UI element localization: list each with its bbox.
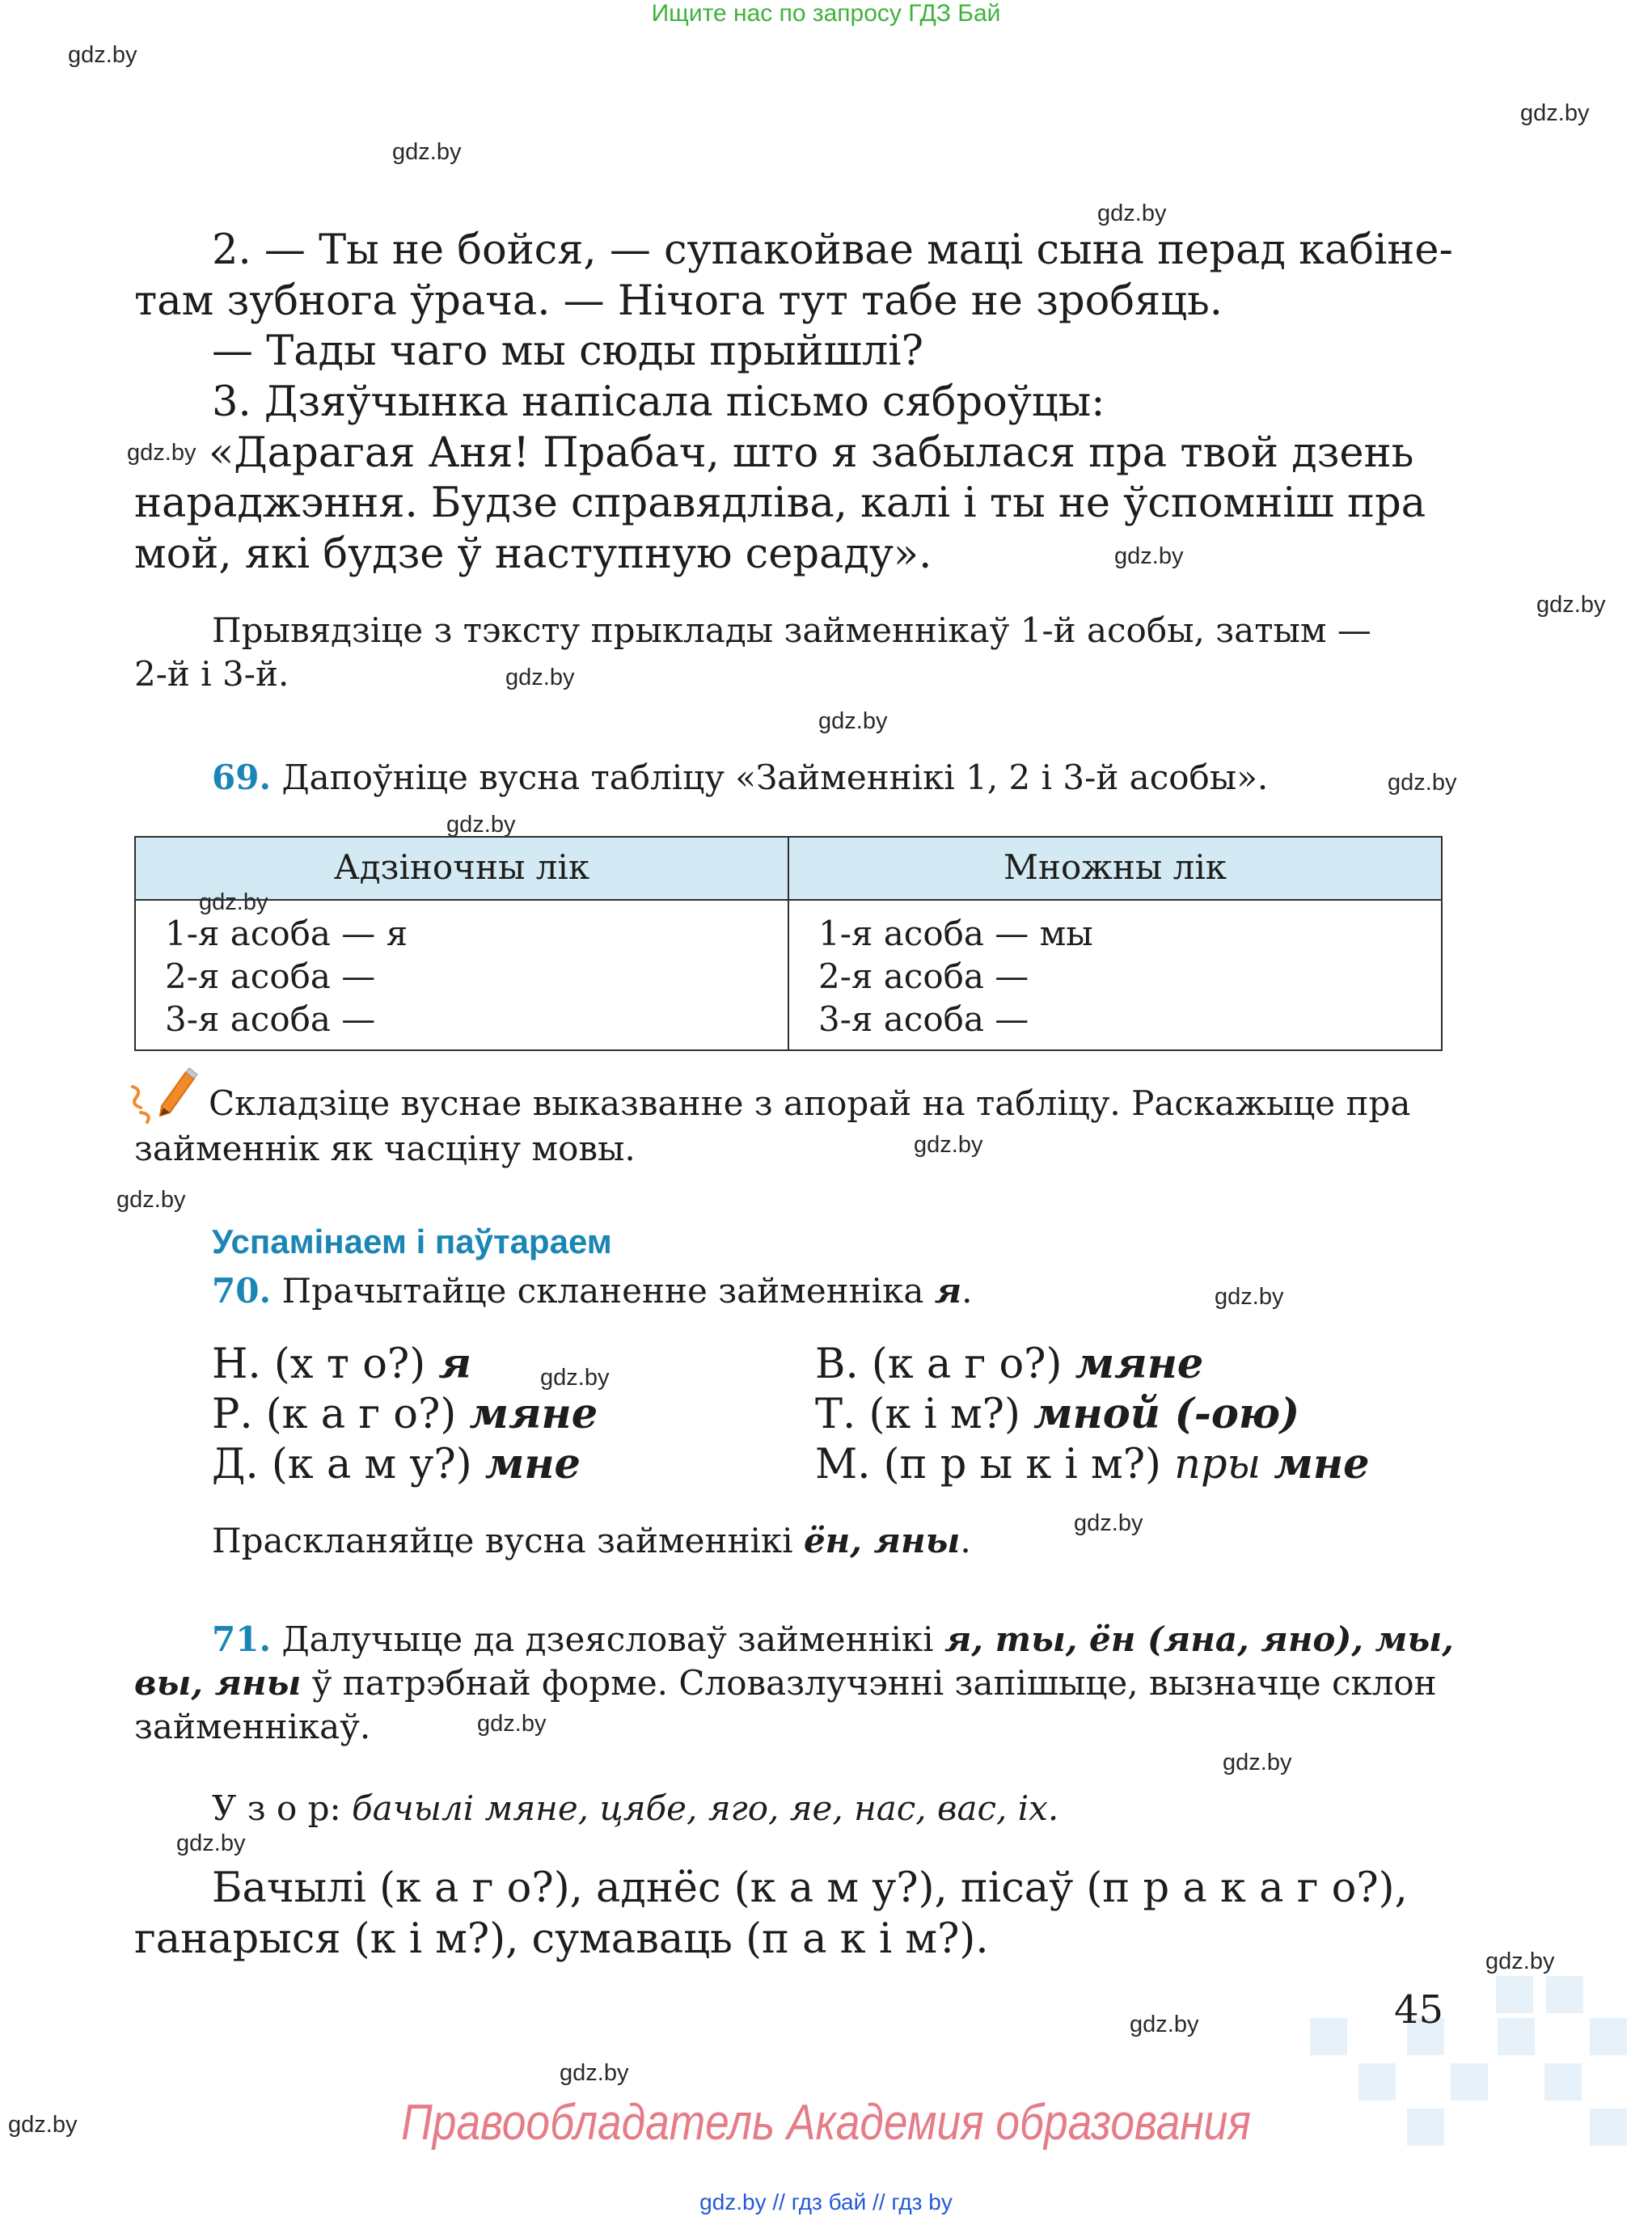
para2-line-2: там зубнога ўрача. — Нічога тут табе не зробяць. [134,277,1223,325]
watermark: gdz.by [1215,1284,1284,1310]
case-question: (х т о?) [273,1340,426,1388]
case-form: мяне [1075,1340,1204,1388]
decor-tile [1498,2018,1535,2055]
table-cell: 1-я асоба — я [165,914,408,953]
watermark: gdz.by [1114,543,1184,569]
exercise-70-word: я [934,1271,962,1311]
watermark: gdz.by [560,2060,629,2086]
case-preposition: пры [1174,1441,1261,1488]
case-question: (к а г о?) [265,1391,457,1438]
declension-row [815,1439,1370,1490]
task-intro-line-2: 2-й і 3-й. [134,654,289,694]
para3-line-1: 3. Дзяўчынка напісала пісьмо сяброўцы: [212,378,1105,426]
watermark: gdz.by [818,708,888,734]
table-header-singular: Адзіночны лік [333,847,590,887]
decor-tile [1546,1976,1583,2013]
case-question: (к а м у?) [271,1441,472,1488]
para2-line-1: 2. — Ты не бойся, — супакойвае маці сына перад кабіне- [212,226,1453,274]
decline-task-words: ён, яны [803,1521,961,1560]
table-cell: 2-я асоба — [165,956,376,996]
watermark: gdz.by [68,42,137,68]
watermark: gdz.by [446,812,516,838]
watermark: gdz.by [1536,592,1606,618]
watermark: gdz.by [1097,201,1167,226]
footer-links[interactable]: gdz.by // гдз бай // гдз by [699,2189,953,2214]
exercise-71-line-2 [134,1661,1437,1705]
table-cell: 3-я асоба — [818,999,1029,1039]
case-question: (п р ы к і м?) [883,1441,1161,1488]
declension-row [212,1389,598,1440]
table-cell: 1-я асоба — мы [818,914,1093,953]
case-label: Д. [212,1441,259,1488]
exercise-71-number: 71. [212,1619,272,1659]
exercise-69 [212,755,1268,800]
exercise-69-text: Дапоўніце вусна табліцу «Займеннікі 1, 2 і 3-й асобы». [281,758,1269,797]
exercise-71-line-3: займеннікаў. [134,1707,371,1746]
watermark: gdz.by [540,1365,610,1391]
declension-row [212,1339,471,1390]
case-form: мяне [469,1390,598,1438]
exercise-70-dot: . [961,1271,973,1311]
case-label: Р. [212,1391,253,1438]
speech-task-line-1: Складзіце вуснае выказванне з апорай на табліцу. Раскажыце пра [209,1083,1411,1123]
task-intro-line-1: Прывядзіце з тэксту прыклады займеннікаў 1-й асобы, затым — [212,610,1371,650]
exercise-line-1: Бачылі (к а г о?), аднёс (к а м у?), пісаў (п р а к а г о?), [212,1864,1408,1912]
exercise-70 [212,1269,973,1313]
watermark: gdz.by [1520,100,1590,126]
watermark: gdz.by [477,1711,547,1737]
case-label: В. [815,1340,859,1388]
decor-tile [1310,2018,1347,2055]
exercise-71-words: вы, яны [134,1663,302,1703]
exercise-71-line-1 [212,1617,1454,1661]
watermark: gdz.by [176,1830,246,1856]
exercise-70-text: Прачытайце скланенне займенніка [281,1271,935,1311]
case-question: (к і м?) [868,1391,1020,1438]
para3-line-3: нараджэння. Будзе справядліва, калі і ты не ўспомніш пра [134,479,1426,527]
watermark: gdz.by [1130,2012,1199,2037]
decor-tile [1544,2063,1582,2100]
decline-task-text: Праскланяйце вусна займеннікі [212,1521,804,1560]
decline-task-dot: . [960,1521,971,1560]
declension-row [815,1339,1203,1390]
watermark: gdz.by [8,2112,78,2138]
watermark: gdz.by [199,889,268,915]
page-number: 45 [1394,1987,1444,2033]
watermark: gdz.by [392,139,462,165]
decor-tile [1496,1976,1533,2013]
watermark: gdz.by [116,1187,186,1213]
pencil-speech-icon [129,1066,199,1127]
exercise-70-number: 70. [212,1271,272,1311]
top-banner: Ищите нас по запросу ГДЗ Бай [651,0,1001,27]
pattern-line [212,1786,1058,1830]
case-label: Т. [815,1391,856,1438]
exercise-71-text: ў патрэбнай форме. Словазлучэнні запішыце, вызначце склон [301,1663,1437,1703]
para2-line-3: — Тады чаго мы сюды прыйшлі? [212,327,923,375]
pattern-text: бачылі мяне, цябе, яго, яе, нас, вас, іх. [352,1788,1059,1828]
decor-tile [1590,2109,1627,2146]
section-title: Успамінаем і паўтараем [212,1222,612,1260]
exercise-69-number: 69. [212,758,272,797]
case-form: мной (-ою) [1033,1390,1300,1438]
exercise-71-text: Далучыце да дзеясловаў займеннікі [281,1619,944,1659]
decline-task [212,1518,971,1563]
para3-line-4: мой, які будзе ў наступную сераду». [134,530,932,578]
exercise-71-words: я, ты, ён (яна, яно), мы, [944,1619,1454,1659]
table-cell: 2-я асоба — [818,956,1029,996]
decor-tile [1590,2018,1627,2055]
watermark: gdz.by [1074,1510,1143,1536]
declension-row [212,1439,581,1490]
watermark: gdz.by [1223,1750,1292,1775]
case-form: я [438,1340,471,1388]
para3-line-2: «Дарагая Аня! Прабач, што я забылася пра твой дзень [209,429,1414,477]
declension-row [815,1389,1299,1440]
watermark: gdz.by [505,665,575,690]
watermark: gdz.by [1485,1948,1555,1974]
case-form: мне [484,1440,581,1488]
case-label: Н. [212,1340,261,1388]
case-label: М. [815,1441,871,1488]
exercise-line-2: ганарыся (к і м?), сумаваць (п а к і м?). [134,1915,989,1963]
case-question: (к а г о?) [871,1340,1063,1388]
pattern-label: У з о р: [212,1788,341,1828]
table-cell: 3-я асоба — [165,999,376,1039]
table-header-plural: Множны лік [1003,847,1227,887]
footer-owner: Правообладатель Академия образования [401,2095,1251,2151]
watermark: gdz.by [127,440,196,466]
speech-task-line-2: займеннік як часціну мовы. [134,1129,636,1168]
watermark: gdz.by [914,1132,983,1158]
case-form: мне [1274,1440,1370,1488]
watermark: gdz.by [1388,770,1457,796]
pronoun-table [134,836,1443,1051]
